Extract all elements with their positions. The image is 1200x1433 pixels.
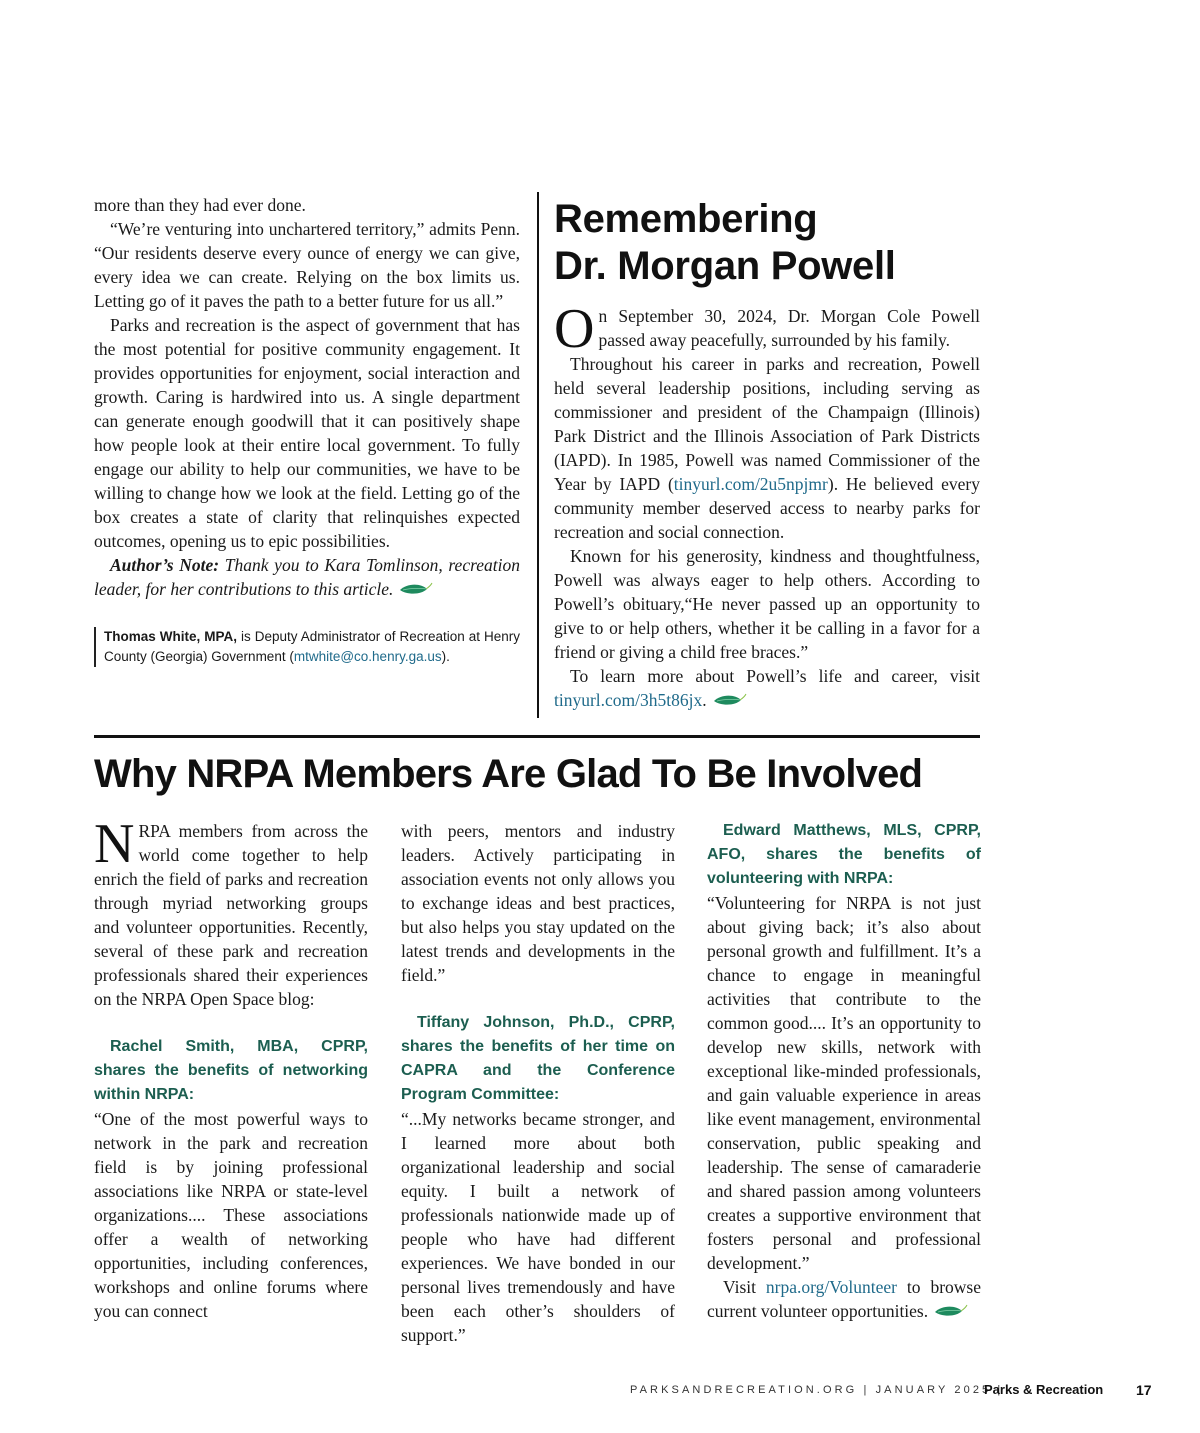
paragraph-text: Throughout his career in parks and recreation, Powell held several leadership positions, including serving as commissioner and president of the Champaign (Illinois) Park District and the Illinois Association of Park Districts (IAPD). In 1985, Powell was named Commissioner of the Year by IAPD ( bbox=[554, 354, 980, 494]
author-bio bbox=[94, 627, 520, 667]
testimonial-heading: Edward Matthews, MLS, CPRP, AFO, shares the benefits of volunteering with NRPA: bbox=[707, 822, 981, 887]
paragraph: Known for his generosity, kindness and thoughtfulness, Powell was always eager to help others. According to Powell’s obituary,“He never passed up an opportunity to give to or help others, whether it be calling in a favor for a friend or giving a child free braces.” bbox=[554, 546, 980, 662]
page-number: 17 bbox=[1136, 1382, 1152, 1398]
paragraph-text: . bbox=[702, 690, 707, 710]
nrpa-article-title: Why NRPA Members Are Glad To Be Involved bbox=[94, 752, 923, 796]
paragraph-text: Visit bbox=[723, 1277, 766, 1297]
paragraph-text: RPA members from across the world come together to help enrich the field of parks and recreation through myriad networking groups and volunteer opportunities. Recently, several of these park and recreation professionals shared their experiences on the NRPA Open Space blog: bbox=[94, 821, 368, 1009]
obituary-article bbox=[554, 196, 980, 712]
iapd-link[interactable]: tinyurl.com/2u5npjmr bbox=[673, 474, 828, 494]
author-note bbox=[94, 553, 520, 601]
author-note-label: Author’s Note: bbox=[110, 555, 220, 575]
paragraph-text: n September 30, 2024, Dr. Morgan Cole Powell passed away peacefully, surrounded by his family. bbox=[598, 306, 980, 350]
leaf-end-mark-icon bbox=[934, 1304, 968, 1318]
leaf-end-mark-icon bbox=[713, 693, 747, 707]
section-divider bbox=[94, 735, 980, 738]
testimonial-heading: Tiffany Johnson, Ph.D., CPRP, shares the benefits of her time on CAPRA and the Conference Program Committee: bbox=[401, 1014, 675, 1103]
article-continuation-column bbox=[94, 193, 520, 667]
author-name: Thomas White, MPA, bbox=[104, 629, 237, 644]
drop-cap: N bbox=[94, 813, 135, 875]
nrpa-column-2 bbox=[401, 819, 675, 1347]
author-note-text: Thank you to Kara Tomlinson, recreation leader, for her contributions to this article. bbox=[94, 555, 520, 599]
footer-magazine-name: Parks & Recreation bbox=[984, 1382, 1104, 1397]
obituary-title bbox=[554, 196, 980, 290]
testimonial-quote-continued: with peers, mentors and industry leaders. Actively participating in association events not only allows you to exchange ideas and best practices, but also helps you stay updated on the latest trends and developments in the field.” bbox=[401, 821, 675, 985]
testimonial-heading: Rachel Smith, MBA, CPRP, shares the benefits of networking within NRPA: bbox=[94, 1038, 368, 1103]
nrpa-column-1 bbox=[94, 813, 368, 1323]
paragraph-text: to browse current volunteer opportunities. bbox=[707, 1277, 982, 1321]
nrpa-column-3 bbox=[707, 819, 981, 1323]
paragraph bbox=[554, 352, 980, 544]
volunteer-link[interactable]: nrpa.org/Volunteer bbox=[765, 1277, 897, 1297]
leaf-end-mark-icon bbox=[399, 582, 433, 596]
bio-text: is Deputy Administrator of Recreation at Henry County (Georgia) Government ( bbox=[104, 629, 520, 664]
title-line-2: Dr. Morgan Powell bbox=[554, 244, 896, 288]
title-line-1: Remembering bbox=[554, 197, 818, 241]
footer-site-date: PARKSANDRECREATION.ORG | JANUARY 2025 | bbox=[630, 1384, 1004, 1396]
paragraph-text: To learn more about Powell’s life and career, visit bbox=[570, 666, 980, 686]
paragraph: Parks and recreation is the aspect of government that has the most potential for positive community engagement. It provides opportunities for enjoyment, social interaction and growth. Caring is hardwired into us. A single department can generate enough goodwill that it can positively shape how people look at their entire local government. To fully engage our ability to help our communities, we have to be willing to change how we look at the field. Letting go of the box creates a state of clarity that relinquishes expected outcomes, opening us to epic possibilities. bbox=[94, 315, 520, 551]
paragraph bbox=[554, 664, 980, 712]
paragraph-text: ). He believed every community member deserved access to nearby parks for recreation and social connection. bbox=[554, 474, 980, 542]
paragraph bbox=[554, 298, 980, 360]
obituary-body bbox=[554, 298, 980, 712]
paragraph: “We’re venturing into unchartered territory,” admits Penn. “Our residents deserve every ounce of energy we can give, every idea we can create. Relying on the box limits us. Letting go of it paves the path to a better future for us all.” bbox=[94, 219, 520, 311]
testimonial-quote: “...My networks became stronger, and I learned more about both organizational leadership and social equity. I built a network of professionals nationwide made up of people who have had different experiences. We have bonded in our personal lives tremendously and have been each other’s shoulders of support.” bbox=[401, 1109, 675, 1345]
testimonial-quote: “One of the most powerful ways to network in the park and recreation field is by joining professional associations like NRPA or state-level organizations.... These associations offer a wealth of networking opportunities, including conferences, workshops and online forums where you can connect bbox=[94, 1109, 368, 1321]
column-divider bbox=[537, 192, 539, 718]
bio-text-end: ). bbox=[441, 649, 450, 664]
paragraph: more than they had ever done. bbox=[94, 195, 306, 215]
closing-paragraph bbox=[707, 1275, 981, 1323]
author-email-link[interactable]: mtwhite@co.henry.ga.us bbox=[293, 649, 442, 664]
testimonial-quote: “Volunteering for NRPA is not just about giving back; it’s also about personal growth and fulfillment. It’s a chance to engage in meaningful activities that contribute to the common good.... It’s an opportunity to develop new skills, network with exceptional like-minded professionals, and gain valuable experience in areas like event management, environmental conservation, public speaking and leadership. The sense of camaraderie and shared passion among volunteers creates a supportive environment that fosters personal and professional development.” bbox=[707, 893, 981, 1273]
intro-paragraph bbox=[94, 813, 368, 1011]
obituary-link[interactable]: tinyurl.com/3h5t86jx bbox=[554, 690, 703, 710]
drop-cap: O bbox=[554, 298, 595, 360]
page-footer bbox=[630, 1382, 1150, 1402]
